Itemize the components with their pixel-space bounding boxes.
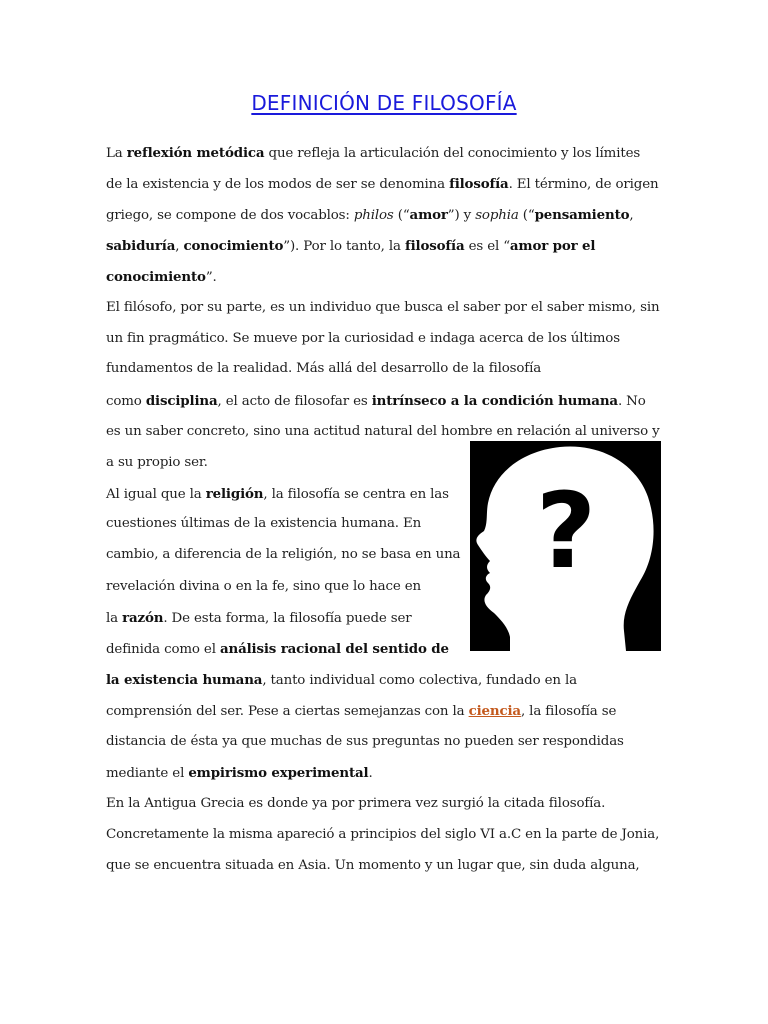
text-line: cambio, a diferencia de la religión, no se basa en una bbox=[106, 547, 461, 562]
text-line: La reflexión metódica que refleja la articulación del conocimiento y los límites bbox=[106, 145, 641, 161]
text-line: un fin pragmático. Se mueve por la curiosidad e indaga acerca de los últimos bbox=[106, 331, 620, 346]
text-line: revelación divina o en la fe, sino que lo hace en bbox=[106, 579, 421, 594]
text-line: definida como el análisis racional del sentido de bbox=[106, 641, 449, 657]
text-line: distancia de ésta ya que muchas de sus preguntas no pueden ser respondidas bbox=[106, 734, 624, 749]
page-title: DEFINICIÓN DE FILOSOFÍA bbox=[251, 91, 517, 115]
text-line: es un saber concreto, sino una actitud natural del hombre en relación al universo y bbox=[106, 424, 660, 439]
question-mark-icon: ? bbox=[535, 470, 597, 592]
text-line: En la Antigua Grecia es donde ya por primera vez surgió la citada filosofía. bbox=[106, 796, 606, 811]
text-line: Al igual que la religión, la filosofía se centra en las bbox=[106, 486, 449, 502]
text-line: que se encuentra situada en Asia. Un momento y un lugar que, sin duda alguna, bbox=[106, 858, 640, 873]
head-silhouette-image bbox=[470, 441, 661, 651]
text-line: como disciplina, el acto de filosofar es intrínseco a la condición humana. No bbox=[106, 393, 646, 409]
text-line: de la existencia y de los modos de ser se denomina filosofía. El término, de origen bbox=[106, 176, 659, 192]
ciencia-link[interactable]: ciencia bbox=[468, 703, 521, 719]
text-line: sabiduría, conocimiento”). Por lo tanto, la filosofía es el “amor por el bbox=[106, 238, 596, 254]
text-line: conocimiento”. bbox=[106, 269, 217, 285]
text-line: griego, se compone de dos vocablos: philos (“amor”) y sophia (“pensamiento, bbox=[106, 207, 634, 223]
text-line: El filósofo, por su parte, es un individuo que busca el saber por el saber mismo, sin bbox=[106, 300, 660, 315]
text-line: cuestiones últimas de la existencia humana. En bbox=[106, 516, 422, 531]
text-line: mediante el empirismo experimental. bbox=[106, 765, 373, 781]
text-line: Concretamente la misma apareció a principios del siglo VI a.C en la parte de Jonia, bbox=[106, 827, 660, 842]
text-line: la razón. De esta forma, la filosofía puede ser bbox=[106, 610, 412, 626]
text-line: fundamentos de la realidad. Más allá del desarrollo de la filosofía bbox=[106, 361, 542, 376]
head-question-figure bbox=[470, 441, 661, 651]
text-line: comprensión del ser. Pese a ciertas semejanzas con la ciencia, la filosofía se bbox=[106, 703, 617, 719]
text-line: a su propio ser. bbox=[106, 455, 208, 470]
text-line: la existencia humana, tanto individual como colectiva, fundado en la bbox=[106, 672, 577, 688]
